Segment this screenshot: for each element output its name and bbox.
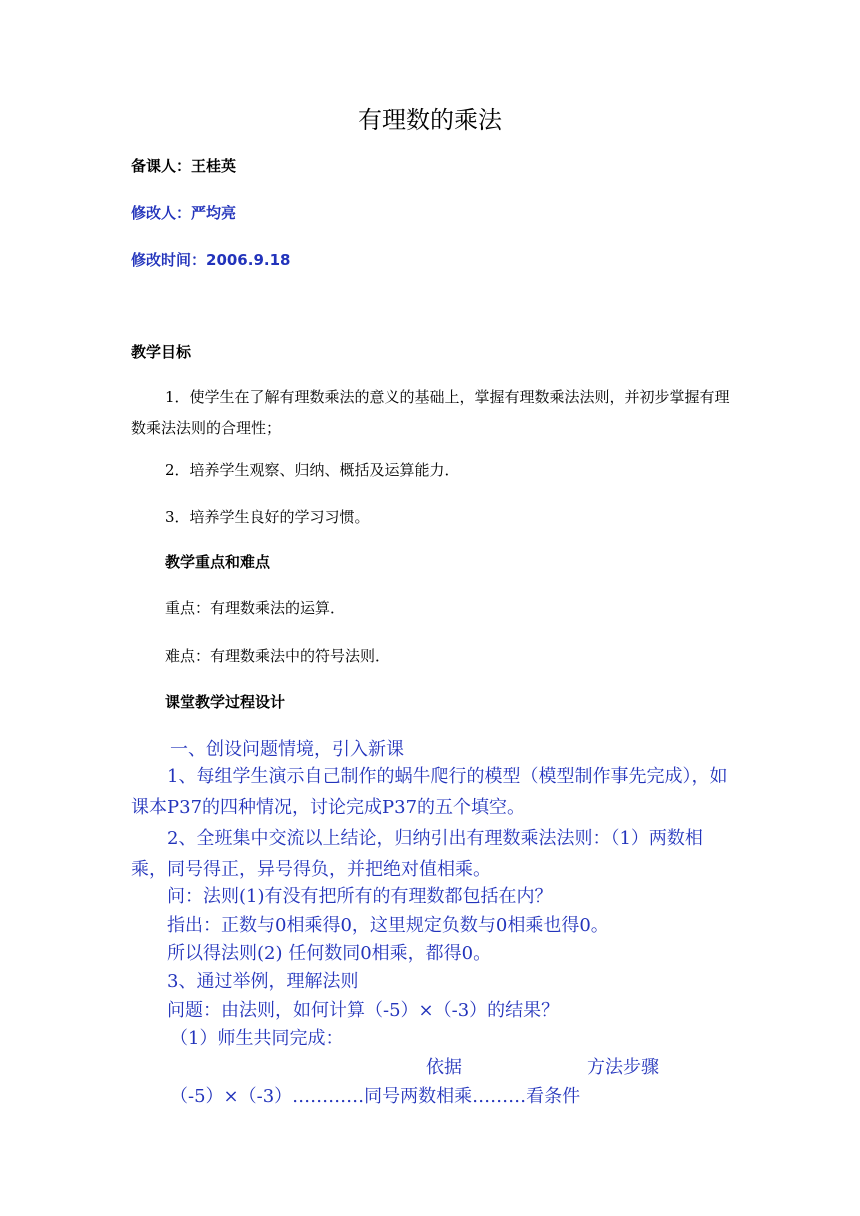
objectives-heading: 教学目标 [131, 343, 192, 361]
lesson-rule-2: 所以得法则(2) 任何数同0相乘，都得0。 [167, 943, 492, 964]
calculation-row: （-5）×（-3）…………同号两数相乘………看条件 [170, 1086, 581, 1107]
lesson-point-out: 指出：正数与0相乘得0，这里规定负数与0相乘也得0。 [167, 915, 609, 936]
document-title: 有理数的乘法 [358, 106, 502, 134]
objective-item-1: 1．使学生在了解有理数乘法的意义的基础上，掌握有理数乘法法则，并初步掌握有理数乘法法则的合理性； [131, 388, 730, 437]
process-heading: 课堂教学过程设计 [165, 693, 286, 711]
lesson-problem: 问题：由法则，如何计算（-5）×（-3）的结果？ [167, 1000, 560, 1021]
objective-item-3: 3．培养学生良好的学习习惯。 [165, 508, 370, 526]
column-basis: 依据 [426, 1057, 462, 1078]
lesson-item-1: 1、每组学生演示自己制作的蜗牛爬行的模型（模型制作事先完成），如课本P37的四种情况，讨论完成P37的五个填空。 [131, 766, 728, 818]
author-line: 备课人：王桂英 [131, 157, 237, 175]
key-point: 重点：有理数乘法的运算． [165, 599, 346, 617]
lesson-item-2: 2、全班集中交流以上结论，归纳引出有理数乘法法则：（1）两数相乘，同号得正，异号得负，并把绝对值相乘。 [131, 828, 703, 880]
difficult-point: 难点：有理数乘法中的符号法则． [165, 647, 391, 665]
column-steps: 方法步骤 [587, 1057, 659, 1078]
lesson-step-1: （1）师生共同完成： [170, 1028, 344, 1049]
reviser-line: 修改人：严均亮 [131, 204, 237, 222]
lesson-question: 问：法则(1)有没有把所有的有理数都包括在内？ [167, 886, 553, 907]
revise-time-line: 修改时间：2006.9.18 [131, 251, 291, 269]
objective-item-2: 2．培养学生观察、归纳、概括及运算能力． [165, 461, 460, 479]
section-1-heading: 一、创设问题情境，引入新课 [170, 739, 404, 760]
key-difficulty-heading: 教学重点和难点 [165, 553, 271, 571]
lesson-item-3: 3、通过举例，理解法则 [167, 971, 359, 992]
